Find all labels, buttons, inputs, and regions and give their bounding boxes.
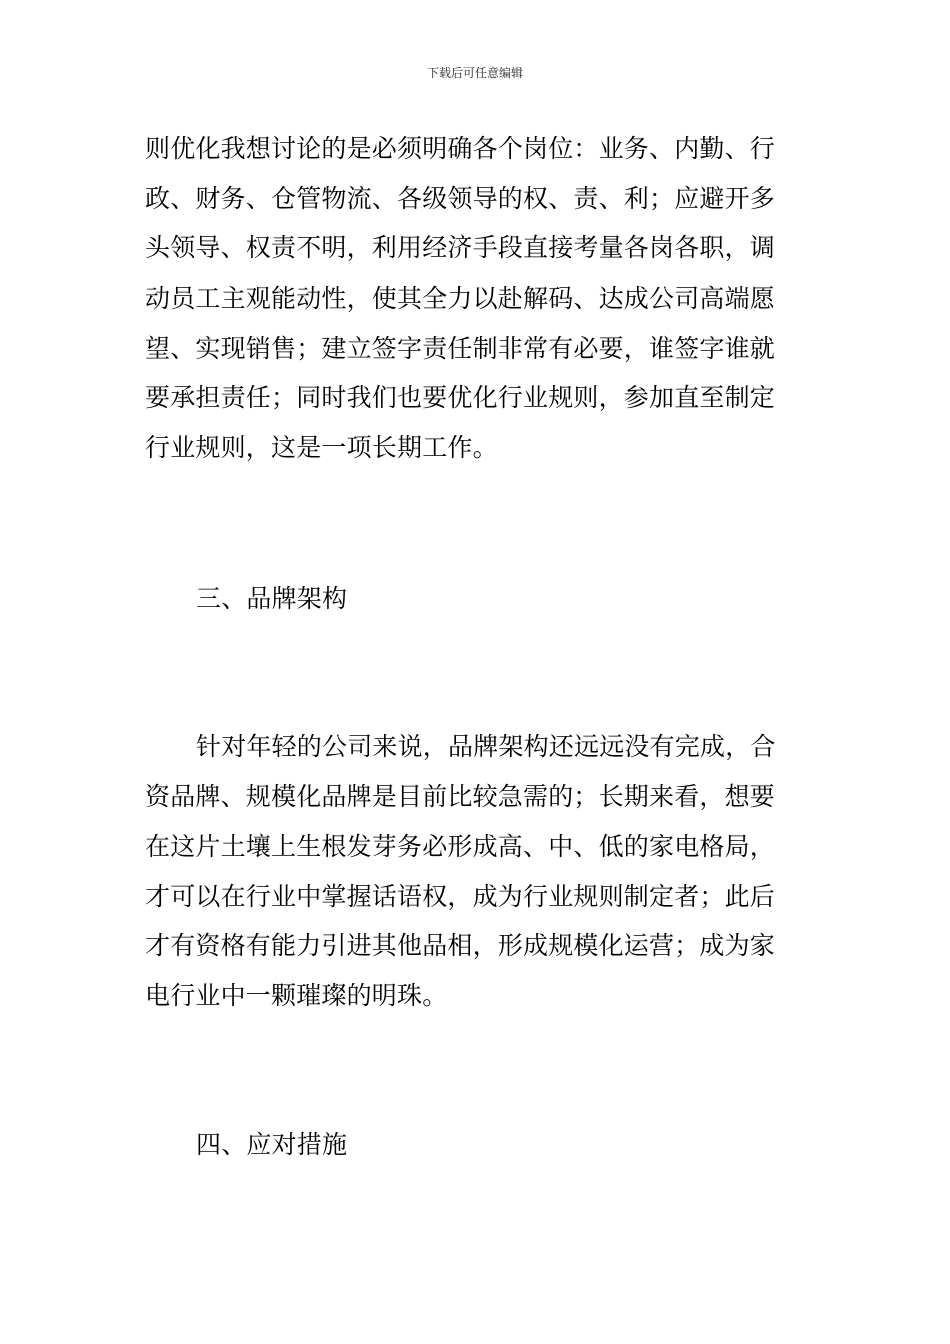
paragraph-line: 望、实现销售；建立签字责任制非常有必要，谁签字谁就: [145, 334, 776, 363]
paragraph-line: 则优化我想讨论的是必须明确各个岗位：业务、内勤、行: [145, 134, 776, 163]
section-heading-countermeasures: 四、应对措施: [196, 1130, 348, 1159]
paragraph-line: 针对年轻的公司来说，品牌架构还远远没有完成，合: [196, 732, 776, 761]
paragraph-line: 动员工主观能动性，使其全力以赴解码、达成公司高端愿: [145, 284, 776, 313]
paragraph-line: 行业规则，这是一项长期工作。: [145, 433, 498, 462]
paragraph-line: 才有资格有能力引进其他品相，形成规模化运营；成为家: [145, 931, 776, 960]
paragraph-line: 要承担责任；同时我们也要优化行业规则，参加直至制定: [145, 383, 776, 412]
section-heading-brand-architecture: 三、品牌架构: [196, 584, 348, 613]
paragraph-line: 在这片土壤上生根发芽务必形成高、中、低的家电格局，: [145, 832, 776, 861]
page-header: 下载后可任意编辑: [426, 66, 523, 80]
paragraph-line: 头领导、权责不明，利用经济手段直接考量各岗各职，调: [145, 233, 776, 262]
paragraph-line: 电行业中一颗璀璨的明珠。: [145, 981, 448, 1010]
paragraph-line: 政、财务、仓管物流、各级领导的权、责、利；应避开多: [145, 184, 776, 213]
paragraph-line: 资品牌、规模化品牌是目前比较急需的；长期来看，想要: [145, 782, 776, 811]
paragraph-line: 才可以在行业中掌握话语权，成为行业规则制定者；此后: [145, 882, 776, 911]
